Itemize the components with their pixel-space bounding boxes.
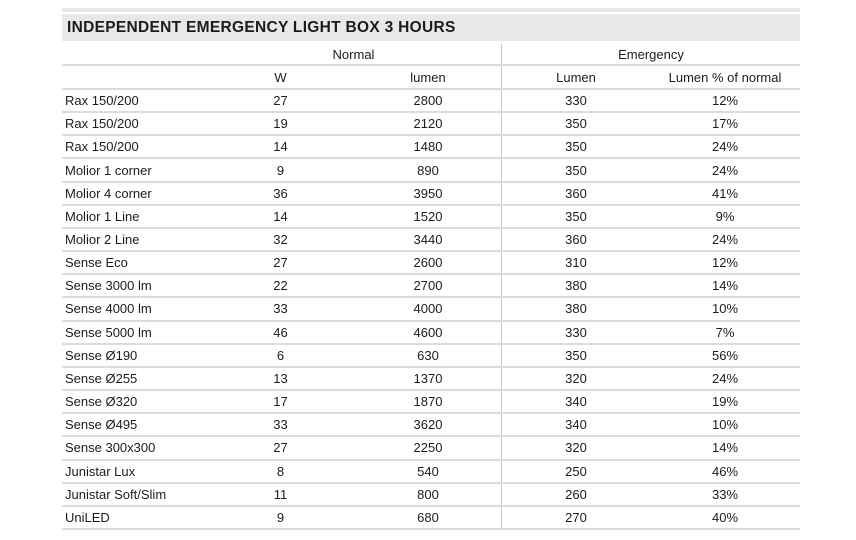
product-name-cell: Sense Ø255: [65, 370, 138, 386]
table-row: [62, 229, 800, 252]
emergency-percent-cell: 56%: [711, 347, 739, 363]
product-name-cell: Rax 150/200: [65, 93, 139, 109]
emergency-percent-cell: 14%: [711, 440, 739, 456]
normal-watt-cell: 14: [273, 208, 288, 224]
normal-watt-cell: 9: [276, 162, 285, 178]
normal-watt-cell: 33: [273, 301, 288, 317]
product-name-cell: Rax 150/200: [65, 116, 139, 132]
column-header-row: [62, 66, 800, 90]
table-row: [62, 368, 800, 391]
emergency-percent-cell: 9%: [715, 208, 735, 224]
normal-watt-cell: 22: [273, 278, 288, 294]
table-row: [62, 507, 800, 530]
table-title: INDEPENDENT EMERGENCY LIGHT BOX 3 HOURS: [67, 18, 456, 36]
emergency-percent-cell: 12%: [711, 93, 739, 109]
product-name-cell: Sense 3000 lm: [65, 278, 152, 294]
emergency-lumen-cell: 320: [501, 368, 650, 389]
emergency-percent-cell: 24%: [711, 232, 739, 248]
emergency-lumen-cell: 320: [501, 437, 650, 458]
normal-watt-cell: 17: [273, 394, 288, 410]
header-watt-cell: W: [274, 69, 287, 85]
product-name-cell: Sense 300x300: [65, 440, 156, 456]
table-row: [62, 345, 800, 368]
normal-lumen-cell: 2120: [413, 116, 443, 132]
normal-lumen-cell: 3620: [413, 417, 443, 433]
product-name-cell: UniLED: [65, 509, 110, 525]
emergency-percent-cell: 17%: [711, 116, 739, 132]
table-row: [62, 322, 800, 345]
table-row: [62, 414, 800, 437]
emergency-percent-cell: 12%: [711, 255, 739, 271]
normal-lumen-cell: 4000: [413, 301, 443, 317]
product-name-cell: Molior 2 Line: [65, 232, 140, 248]
product-name-cell: Molior 4 corner: [65, 185, 152, 201]
emergency-percent-cell: 10%: [711, 417, 739, 433]
emergency-lumen-cell: 350: [501, 345, 650, 366]
emergency-lumen-cell: 350: [501, 159, 650, 180]
table-row: [62, 437, 800, 460]
emergency-light-table: [62, 44, 800, 530]
group-empty-cell: [62, 44, 206, 64]
emergency-percent-cell: 24%: [711, 162, 739, 178]
emergency-percent-cell: 14%: [711, 278, 739, 294]
emergency-lumen-cell: 360: [501, 229, 650, 250]
emergency-percent-cell: 33%: [711, 486, 739, 502]
emergency-lumen-cell: 270: [501, 507, 650, 528]
product-name-cell: Sense 5000 lm: [65, 324, 152, 340]
normal-watt-cell: 27: [273, 440, 288, 456]
normal-watt-cell: 13: [273, 370, 288, 386]
product-name-cell: Junistar Soft/Slim: [65, 486, 167, 502]
product-name-cell: Sense Ø320: [65, 394, 138, 410]
normal-lumen-cell: 2700: [413, 278, 443, 294]
product-name-cell: Rax 150/200: [65, 139, 139, 155]
table-row: [62, 206, 800, 229]
normal-lumen-cell: 1520: [413, 208, 443, 224]
emergency-percent-cell: 40%: [711, 509, 739, 525]
normal-lumen-cell: 630: [417, 347, 439, 363]
normal-lumen-cell: 1370: [413, 370, 443, 386]
normal-lumen-cell: 680: [417, 509, 439, 525]
emergency-light-table-sheet: [62, 8, 800, 530]
normal-watt-cell: 19: [273, 116, 288, 132]
normal-lumen-cell: 2600: [413, 255, 443, 271]
column-group-emergency: Emergency: [501, 44, 800, 64]
header-lumen-percent-cell: Lumen % of normal: [668, 69, 782, 85]
table-row: [62, 159, 800, 182]
normal-lumen-cell: 3950: [413, 185, 443, 201]
normal-watt-cell: 14: [273, 139, 288, 155]
table-row: [62, 484, 800, 507]
emergency-percent-cell: 24%: [711, 370, 739, 386]
normal-lumen-cell: 2250: [413, 440, 443, 456]
emergency-lumen-cell: 260: [501, 484, 650, 505]
normal-watt-cell: 32: [273, 232, 288, 248]
normal-watt-cell: 46: [273, 324, 288, 340]
title-top-strip: [62, 8, 800, 12]
emergency-lumen-cell: 340: [501, 391, 650, 412]
header-product-cell: [62, 66, 206, 88]
table-row: [62, 298, 800, 321]
table-row: [62, 113, 800, 136]
table-row: [62, 252, 800, 275]
table-title-bar: [62, 14, 800, 41]
product-name-cell: Sense Ø495: [65, 417, 138, 433]
normal-lumen-cell: 1870: [413, 394, 443, 410]
normal-watt-cell: 9: [276, 509, 285, 525]
table-row: [62, 391, 800, 414]
emergency-lumen-cell: 330: [501, 322, 650, 343]
emergency-percent-cell: 41%: [711, 185, 739, 201]
emergency-percent-cell: 46%: [711, 463, 739, 479]
normal-watt-cell: 27: [273, 255, 288, 271]
normal-lumen-cell: 1480: [413, 139, 443, 155]
normal-lumen-cell: 800: [417, 486, 439, 502]
normal-lumen-cell: 4600: [413, 324, 443, 340]
table-row: [62, 461, 800, 484]
emergency-lumen-cell: 250: [501, 461, 650, 482]
normal-watt-cell: 6: [276, 347, 285, 363]
table-row: [62, 183, 800, 206]
emergency-percent-cell: 10%: [711, 301, 739, 317]
emergency-lumen-cell: 350: [501, 206, 650, 227]
normal-watt-cell: 27: [273, 93, 288, 109]
emergency-percent-cell: 19%: [711, 394, 739, 410]
emergency-lumen-cell: 350: [501, 113, 650, 134]
emergency-lumen-cell: 330: [501, 90, 650, 111]
emergency-lumen-cell: 380: [501, 275, 650, 296]
emergency-percent-cell: 7%: [715, 324, 735, 340]
normal-lumen-cell: 2800: [413, 93, 443, 109]
header-normal-lumen-cell: lumen: [410, 69, 446, 85]
product-name-cell: Junistar Lux: [65, 463, 136, 479]
header-emergency-lumen-cell: Lumen: [501, 66, 650, 88]
product-name-cell: Molior 1 corner: [65, 162, 152, 178]
normal-lumen-cell: 540: [417, 463, 439, 479]
emergency-lumen-cell: 310: [501, 252, 650, 273]
normal-lumen-cell: 890: [417, 162, 439, 178]
normal-watt-cell: 36: [273, 185, 288, 201]
table-row: [62, 90, 800, 113]
normal-watt-cell: 33: [273, 417, 288, 433]
normal-lumen-cell: 3440: [413, 232, 443, 248]
product-name-cell: Sense Ø190: [65, 347, 138, 363]
normal-watt-cell: 11: [273, 486, 288, 502]
emergency-lumen-cell: 340: [501, 414, 650, 435]
product-name-cell: Molior 1 Line: [65, 208, 140, 224]
emergency-percent-cell: 24%: [711, 139, 739, 155]
emergency-lumen-cell: 360: [501, 183, 650, 204]
table-row: [62, 136, 800, 159]
table-row: [62, 275, 800, 298]
column-group-normal: Normal: [332, 46, 375, 62]
table-body: [62, 90, 800, 530]
column-group-row: [62, 44, 800, 66]
normal-watt-cell: 8: [276, 463, 285, 479]
product-name-cell: Sense 4000 lm: [65, 301, 152, 317]
emergency-lumen-cell: 350: [501, 136, 650, 157]
emergency-lumen-cell: 380: [501, 298, 650, 319]
product-name-cell: Sense Eco: [65, 255, 128, 271]
